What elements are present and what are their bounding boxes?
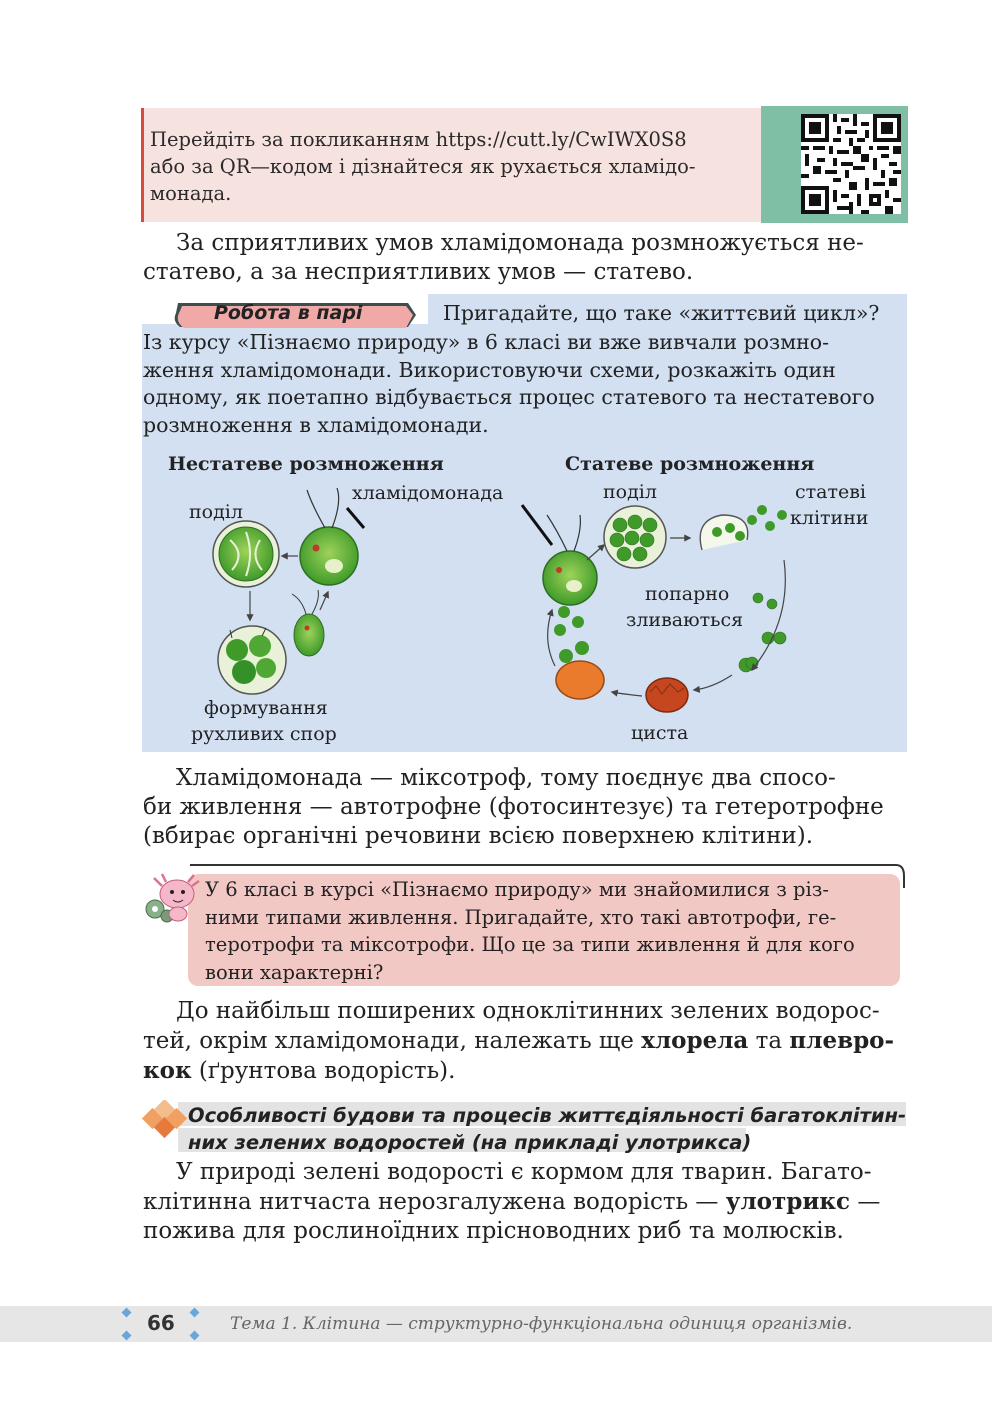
label-spores-2: рухливих спор bbox=[191, 723, 337, 745]
term-chlorella: хлорела bbox=[641, 1027, 749, 1054]
mascot-icon bbox=[142, 872, 200, 928]
pair-line-4: розмноження в хламідомонади. bbox=[143, 412, 489, 437]
section-heading-line-2: них зелених водоростей (на прикладі улотрикса) bbox=[188, 1131, 752, 1154]
sexual-title: Статеве розмноження bbox=[565, 453, 815, 475]
label-chlamydomonas: хламідомонада bbox=[352, 482, 504, 504]
para2-line-1: Хламідомонада — міксотроф, тому поєднує два спосо- bbox=[176, 765, 836, 791]
para4-line-2-a: клітинна нитчаста нерозгалужена водорість — bbox=[143, 1189, 726, 1215]
link-line-3: монада. bbox=[150, 182, 232, 205]
label-fuse-2: зливаються bbox=[626, 609, 744, 631]
pair-work-text bbox=[143, 329, 907, 439]
chlamydomonas-cell-right bbox=[543, 515, 597, 605]
pair-work-tag-label: Робота в парі bbox=[214, 302, 363, 324]
reminder-line-4: вони характерні? bbox=[205, 960, 384, 984]
label-gametes-1: статеві bbox=[795, 481, 867, 503]
page-number: 66 bbox=[147, 1311, 175, 1335]
para1-line-1: За сприятливих умов хламідомонада розмножується не- bbox=[176, 230, 864, 256]
para4-line-2-c: — bbox=[850, 1189, 881, 1215]
link-callout-text bbox=[150, 126, 754, 207]
label-spores-1: формування bbox=[204, 697, 328, 719]
label-division-right: поділ bbox=[603, 481, 657, 503]
pair-line-1: Із курсу «Пізнаємо природу» в 6 класі ви вже вивчали розмно- bbox=[143, 330, 830, 354]
gametes-fusing bbox=[739, 593, 786, 672]
reminder-line-2: ними типами живлення. Пригадайте, хто такі автотрофи, ге- bbox=[205, 905, 837, 929]
para2-line-2: би живлення — автотрофне (фотосинтезує) та гетеротрофне bbox=[143, 794, 884, 820]
para3-line-3-b: (ґрунтова водорість). bbox=[191, 1058, 456, 1084]
paragraph-mixotroph bbox=[143, 764, 907, 851]
division-cell-right bbox=[604, 506, 666, 568]
qr-code-icon[interactable] bbox=[801, 114, 901, 214]
reminder-line-1: У 6 класі в курсі «Пізнаємо природу» ми знайомилися з різ- bbox=[205, 878, 829, 901]
pair-work-tag bbox=[170, 299, 418, 327]
para2-line-3: (вбирає органічні речовини всією поверхнею клітини). bbox=[143, 823, 814, 849]
division-cell-left bbox=[213, 521, 279, 587]
link-callout bbox=[141, 108, 761, 222]
paragraph-reproduction bbox=[143, 229, 907, 287]
para4-line-3: пожива для рослиноїдних прісноводних риб та молюсків. bbox=[143, 1218, 844, 1244]
link-line-2: або за QR—кодом і дізнайтеся як рухається хламідо- bbox=[150, 155, 696, 178]
label-gametes-2: клітини bbox=[790, 507, 869, 529]
link-line-1: Перейдіть за покликанням https://cutt.ly/CwIWX0S8 bbox=[150, 128, 687, 151]
young-spore bbox=[292, 590, 324, 656]
reminder-text bbox=[205, 876, 895, 986]
paragraph-other-algae bbox=[143, 997, 907, 1086]
germinating-cyst bbox=[556, 641, 604, 699]
para3-line-1: До найбільш поширених одноклітинних зелених водорос- bbox=[176, 998, 880, 1024]
pair-line-2: ження хламідомонади. Використовуючи схеми, розкажіть один bbox=[143, 357, 836, 382]
label-division-left: поділ bbox=[189, 501, 243, 523]
chlamydomonas-life-cycle-diagram bbox=[142, 470, 907, 750]
term-ulothrix: улотрикс bbox=[725, 1188, 851, 1215]
section-heading-line-1: Особливості будови та процесів життєдіяльності багатоклітин- bbox=[188, 1104, 907, 1127]
term-pleurococcus-2: кок bbox=[143, 1057, 192, 1084]
para3-line-2-c: та bbox=[748, 1028, 790, 1054]
label-cyst: циста bbox=[631, 722, 689, 744]
chlamydomonas-cell-left bbox=[300, 488, 358, 585]
running-footer: Тема 1. Клітина — структурно-функціональна одиниця організмів. bbox=[230, 1314, 853, 1334]
cyst bbox=[646, 678, 688, 712]
reminder-line-3: теротрофи та міксотрофи. Що це за типи живлення й для кого bbox=[205, 933, 855, 956]
pair-line-3: одному, як поетапно відбувається процес статевого та нестатевого bbox=[143, 385, 875, 409]
spores-cell bbox=[218, 626, 286, 694]
gametes-release bbox=[700, 505, 787, 550]
para1-line-2: статево, а за несприятливих умов — статево. bbox=[143, 259, 694, 285]
label-fuse-1: попарно bbox=[645, 583, 730, 605]
para4-line-1: У природі зелені водорості є кормом для тварин. Багато- bbox=[176, 1159, 872, 1185]
para3-line-2-a: тей, окрім хламідомонади, належать ще bbox=[143, 1028, 642, 1054]
term-pleurococcus-1: плевро- bbox=[789, 1027, 895, 1054]
paragraph-ulothrix bbox=[143, 1158, 907, 1246]
pair-work-question: Пригадайте, що таке «життєвий цикл»? bbox=[443, 301, 880, 325]
section-heading bbox=[188, 1102, 906, 1156]
zoospores bbox=[554, 606, 584, 636]
asexual-title: Нестатеве розмноження bbox=[168, 453, 444, 475]
